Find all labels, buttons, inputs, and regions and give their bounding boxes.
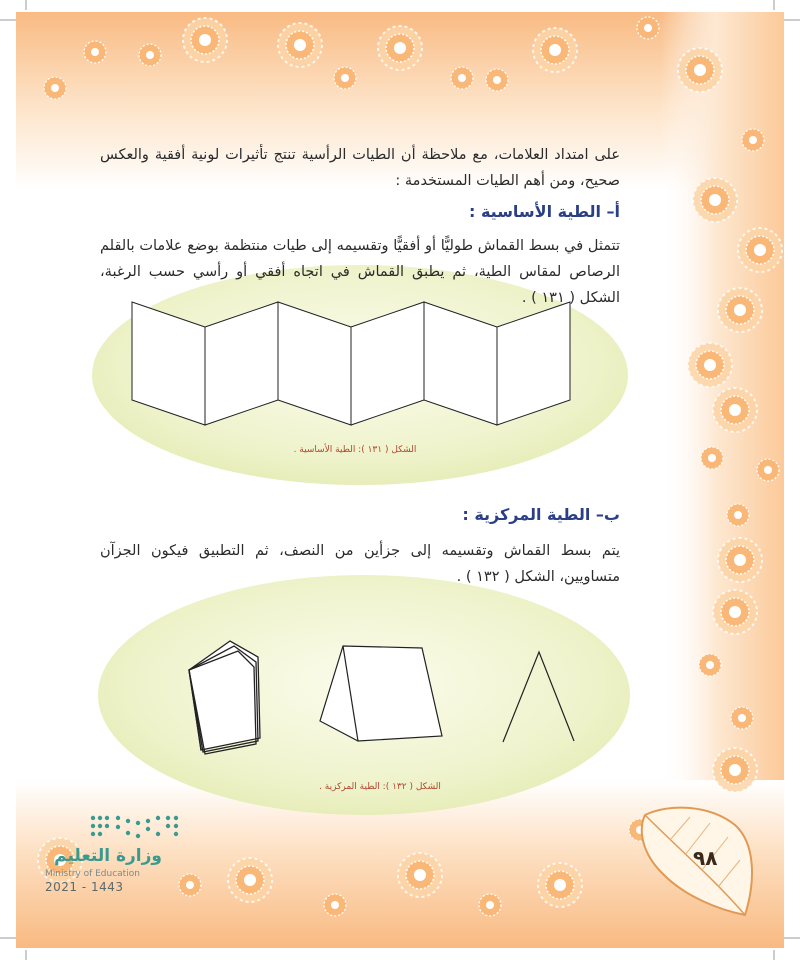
flower-ornament-icon [701,447,723,469]
flower-ornament-icon [742,129,764,151]
flower-ornament-icon [378,26,422,70]
flower-ornament-icon [183,18,227,62]
flower-ornament-icon [731,707,753,729]
ministry-name: وزارة التعليم [54,846,162,866]
flower-ornament-icon [718,288,762,332]
flower-ornament-icon [727,504,749,526]
flower-ornament-icon [278,23,322,67]
flower-ornament-icon [713,590,757,634]
flower-ornament-icon [699,654,721,676]
section-a-heading: أ– الطية الأساسية : [468,202,620,221]
section-b-heading: ب– الطية المركزية : [462,505,620,524]
ministry-logo-dots-icon [88,812,183,842]
flower-ornament-icon [44,77,66,99]
flower-ornament-icon [533,28,577,72]
figure-131-caption: الشكل ( ١٣١ ): الطية الأساسية . [293,445,417,455]
flower-ornament-icon [334,67,356,89]
flower-ornament-icon [179,874,201,896]
flower-ornament-icon [228,858,272,902]
flower-ornament-icon [451,67,473,89]
flower-ornament-icon [678,48,722,92]
flower-ornament-icon [84,41,106,63]
flower-ornament-icon [324,894,346,916]
flower-ornament-icon [757,459,779,481]
flower-ornament-icon [139,44,161,66]
ministry-name-en: Ministry of Education [45,869,140,879]
flower-ornament-icon [398,853,442,897]
flower-ornament-icon [486,69,508,91]
flower-ornament-icon [718,538,762,582]
section-a-body: تتمثل في بسط القماش طوليًّا أو أفقيًّا وتقسيمه إلى طيات منتظمة بوضع علامات بالقلم الرصاص لمقاس الطية، ثم يطبق القماش في اتجاه أفقي أو رأسي حسب الرغبة، الشكل ( ١٣١ ) . [100,238,620,306]
figure-132-caption: الشكل ( ١٣٢ ): الطية المركزية . [319,782,441,792]
figure-132-tent-fold [320,646,442,741]
flower-ornament-icon [479,894,501,916]
section-b-body: يتم بسط القماش وتقسيمه إلى جزأين من النصف، ثم التطبيق فيكون الجزآن متساويين، الشكل ( ١٣٢ ) . [100,543,620,585]
flower-ornament-icon [538,863,582,907]
flower-ornament-icon [713,388,757,432]
flower-ornament-icon [713,748,757,792]
flower-ornament-icon [738,228,782,272]
ministry-year: 2021 - 1443 [45,880,124,894]
flower-ornament-icon [693,178,737,222]
flower-ornament-icon [688,343,732,387]
page-number: ٩٨ [693,846,718,870]
intro-paragraph: على امتداد العلامات، مع ملاحظة أن الطيات الرأسية تنتج تأثيرات لونية أفقية والعكس صحيح، ومن أهم الطيات المستخدمة : [100,147,620,189]
flower-ornament-icon [637,17,659,39]
